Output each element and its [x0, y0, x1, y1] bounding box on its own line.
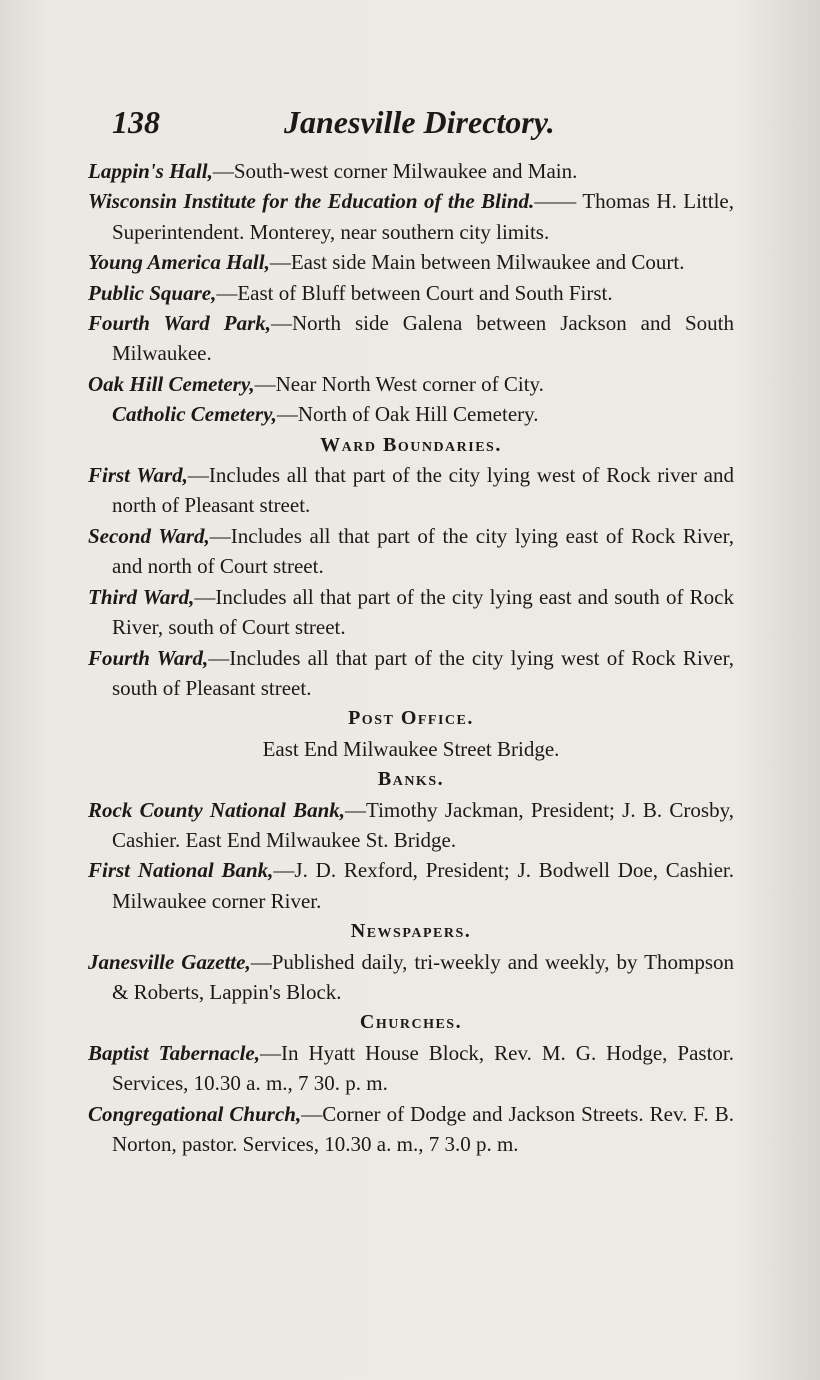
entry-first-ward: First Ward,—Includes all that part of the city lying west of Rock river and north of Pleasant street.	[88, 463, 734, 518]
entry-janesville-gazette: Janesville Gazette,—Published daily, tri-weekly and weekly, by Thompson & Roberts, Lappin's Block.	[88, 949, 734, 1004]
entry-catholic-cemetery: Catholic Cemetery,—North of Oak Hill Cemetery.	[112, 402, 539, 427]
post-office-location: East End Milwaukee Street Bridge.	[262, 736, 560, 761]
page-title: Janesville Directory.	[284, 104, 555, 140]
entry-public-square: Public Square,—East of Bluff between Court and South First.	[88, 280, 613, 305]
page-content	[88, 156, 734, 1159]
entry-young-america-hall: Young America Hall,—East side Main between Milwaukee and Court.	[88, 250, 685, 275]
entry-third-ward: Third Ward,—Includes all that part of the city lying east and south of Rock River, south of Court street.	[88, 584, 734, 640]
page-number: 138	[112, 104, 160, 140]
page-header	[112, 104, 712, 144]
entry-rock-county-bank: Rock County National Bank,—Timothy Jackman, President; J. B. Crosby, Cashier. East End Milwaukee St. Bridge.	[88, 797, 734, 852]
entry-oak-hill-cemetery: Oak Hill Cemetery,—Near North West corner of City.	[88, 371, 544, 396]
entry-fourth-ward-park: Fourth Ward Park,—North side Galena between Jackson and South Milwaukee.	[88, 311, 734, 366]
entry-lappins-hall: Lappin's Hall,—South-west corner Milwaukee and Main.	[88, 159, 578, 183]
entry-second-ward: Second Ward,—Includes all that part of the city lying east of Rock River, and north of Court street.	[88, 523, 734, 579]
section-heading-newspapers: Newspapers.	[350, 920, 472, 943]
entry-congregational-church: Congregational Church,—Corner of Dodge and Jackson Streets. Rev. F. B. Norton, pastor. Services, 10.30 a. m., 7 3.0 p. m.	[88, 1101, 734, 1156]
entry-institute-blind: Wisconsin Institute for the Education of the Blind.—— Thomas H. Little, Superintendent. Monterey, near southern city limits.	[88, 189, 734, 244]
entry-fourth-ward: Fourth Ward,—Includes all that part of the city lying west of Rock River, south of Pleasant street.	[88, 645, 734, 700]
entry-first-national-bank: First National Bank,—J. D. Rexford, President; J. Bodwell Doe, Cashier. Milwaukee corner River.	[88, 858, 735, 913]
entry-baptist-tabernacle: Baptist Tabernacle,—In Hyatt House Block, Rev. M. G. Hodge, Pastor. Services, 10.30 a. m., 7 30. p. m.	[88, 1040, 734, 1096]
section-heading-ward-boundaries: Ward Boundaries.	[320, 433, 502, 456]
section-heading-post-office: Post Office.	[348, 707, 474, 730]
section-heading-banks: Banks.	[377, 768, 445, 791]
section-heading-churches: Churches.	[359, 1011, 463, 1034]
